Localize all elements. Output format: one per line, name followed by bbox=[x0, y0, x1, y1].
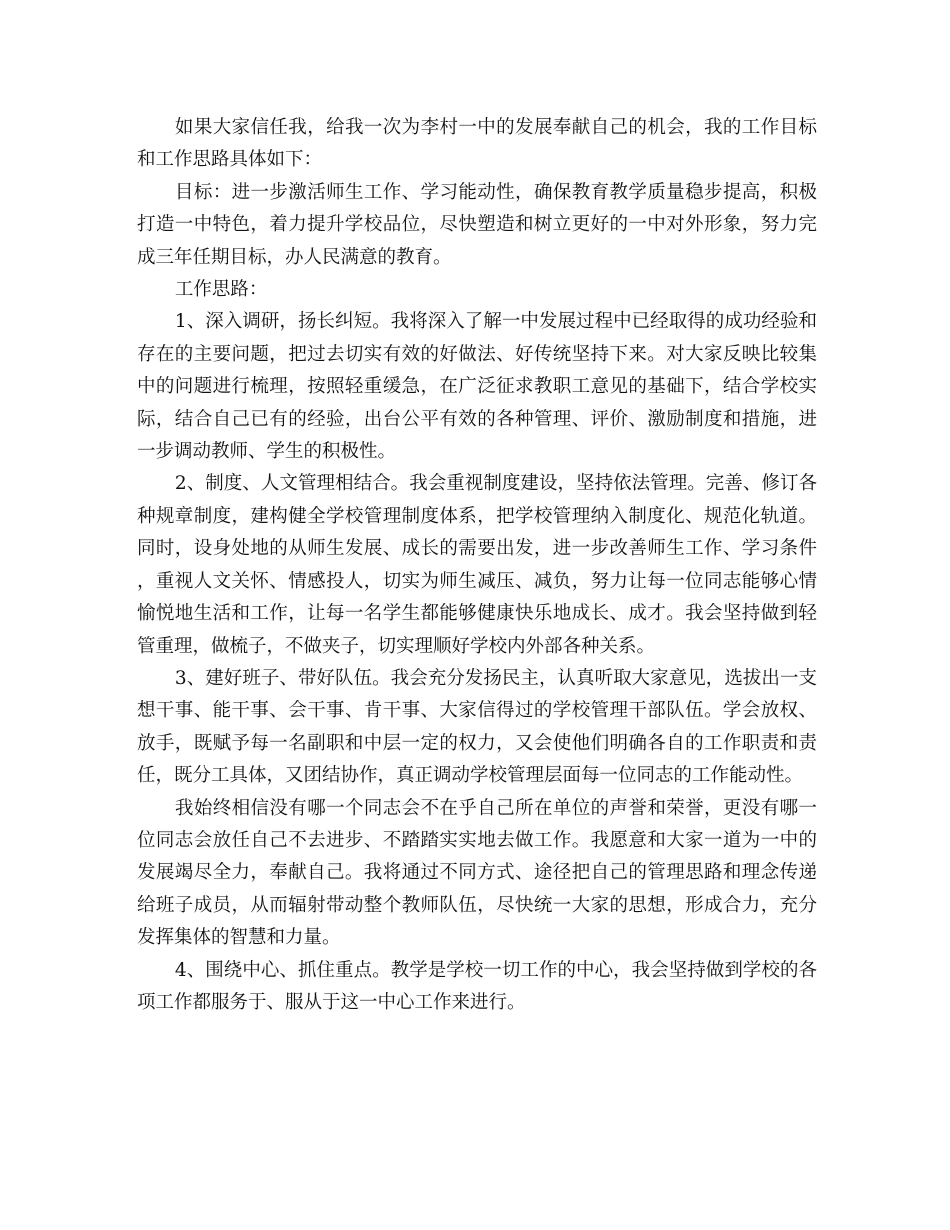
point-1-paragraph: 1、深入调研，扬长纠短。我将深入了解一中发展过程中已经取得的成功经验和存在的主要问题，把过去切实有效的好做法、好传统坚持下来。对大家反映比较集中的问题进行梳理，按照轻重缓急，在广泛征求教职工意见的基础下，结合学校实际，结合自己已有的经验，出台公平有效的各种管理、评价、激励制度和措施，进一步调动教师、学生的积极性。 bbox=[137, 311, 817, 463]
point-2-paragraph: 2、制度、人文管理相结合。我会重视制度建设，坚持依法管理。完善、修订各种规章制度，建构健全学校管理制度体系，把学校管理纳入制度化、规范化轨道。同时，设身处地的从师生发展、成长的需要出发，进一步改善师生工作、学习条件，重视人文关怀、情感投人，切实为师生减压、减负，努力让每一位同志能够心情愉悦地生活和工作，让每一名学生都能够健康快乐地成长、成才。我会坚持做到轻管重理，做梳子，不做夹子，切实理顺好学校内外部各种关系。 bbox=[137, 473, 817, 657]
work-approach-heading: 工作思路： bbox=[174, 279, 268, 301]
intro-paragraph: 如果大家信任我，给我一次为李村一中的发展奉献自己的机会，我的工作目标和工作思路具体如下： bbox=[137, 117, 817, 171]
goal-paragraph: 目标：进一步激活师生工作、学习能动性，确保教育教学质量稳步提高，积极打造一中特色，着力提升学校品位，尽快塑造和树立更好的一中对外形象，努力完成三年任期目标，办人民满意的教育。 bbox=[137, 181, 817, 268]
point-4-paragraph: 4、围绕中心、抓住重点。教学是学校一切工作的中心，我会坚持做到学校的各项工作都服务于、服从于这一中心工作来进行。 bbox=[137, 959, 817, 1013]
point-3-paragraph: 3、建好班子、带好队伍。我会充分发扬民主，认真听取大家意见，选拔出一支想干事、能干事、会干事、肯干事、大家信得过的学校管理干部队伍。学会放权、放手，既赋予每一名副职和中层一定的权力，又会使他们明确各自的工作职责和责任，既分工具体，又团结协作，真正调动学校管理层面每一位同志的工作能动性。 bbox=[137, 667, 817, 787]
document-body bbox=[137, 112, 817, 1019]
belief-paragraph: 我始终相信没有哪一个同志会不在乎自己所在单位的声誉和荣誉，更没有哪一位同志会放任自己不去进步、不踏踏实实地去做工作。我愿意和大家一道为一中的发展竭尽全力，奉献自己。我将通过不同方式、途径把自己的管理思路和理念传递给班子成员，从而辐射带动整个教师队伍，尽快统一大家的思想，形成合力，充分发挥集体的智慧和力量。 bbox=[137, 797, 817, 949]
